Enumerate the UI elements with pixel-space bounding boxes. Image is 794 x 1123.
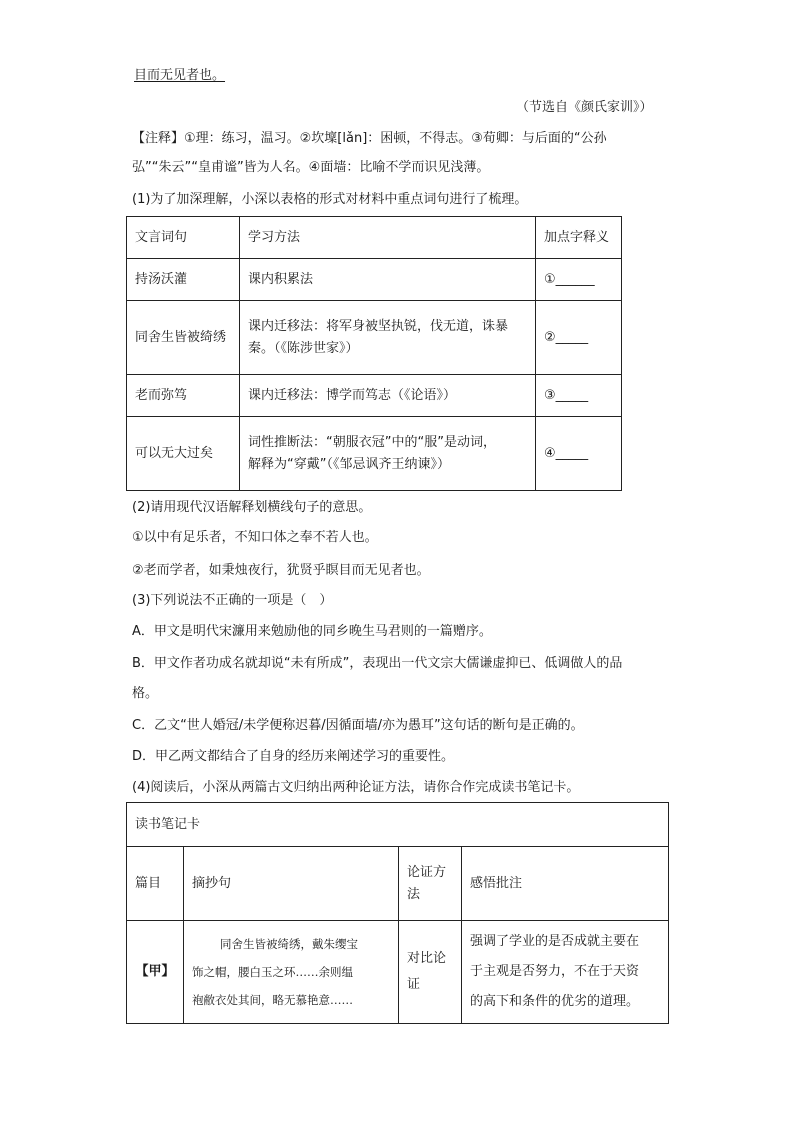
row-method (240, 259, 536, 301)
source-citation: （节选自《颜氏家训》） (516, 100, 653, 115)
row-note (462, 921, 669, 1024)
table-row (127, 375, 622, 417)
table-row (127, 417, 622, 491)
row-quote-line: 饰之帽，腰白玉之环……余则缊 (192, 965, 353, 979)
reading-notes-card (126, 802, 669, 1024)
row-method-line: 解释为“穿戴”（《邹忌讽齐王纳谏》） (248, 456, 450, 472)
row-quote-line: 同舍生皆被绮绣，戴朱缨宝 (220, 937, 358, 951)
row-quote (184, 921, 399, 1024)
card-title: 读书笔记卡 (127, 803, 669, 847)
vocab-table (126, 216, 622, 491)
question-2-sentence-a: ①以中有足乐者，不知口体之奉不若人也。 (132, 530, 378, 545)
row-note-line: 于主观是否努力，不在于天资 (470, 964, 640, 979)
header-meaning: 加点字释义 (536, 217, 622, 259)
question-2-sentence-b: ②老而学者，如秉烛夜行，犹贤乎瞑目而无见者也。 (132, 563, 430, 578)
card-header-row (127, 847, 669, 921)
header-method: 学习方法 (240, 217, 536, 259)
row-method-line: 秦。（《陈涉世家》） (248, 340, 359, 356)
row-phrase: 可以无大过矣 (127, 417, 240, 491)
row-phrase: 老而弥笃 (127, 375, 240, 417)
option-c: C．乙文“世人婚冠/未学便称迟暮/因循面墙/亦为愚耳”这句话的断句是正确的。 (132, 718, 584, 733)
header-phrase: 文言词句 (127, 217, 240, 259)
header-method (399, 847, 462, 921)
row-method (399, 921, 462, 1024)
row-method (240, 301, 536, 375)
row-phrase: 同舍生皆被绮绣 (127, 301, 240, 375)
row-method-line: 课内迁移法：博学而笃志（《论语》） (248, 387, 457, 403)
question-2: (2)请用现代汉语解释划横线句子的意思。 (132, 500, 372, 515)
notes-line-1: 【注释】①理：练习，温习。②坎壈[lǎn]：困顿，不得志。③荀卿：与后面的“公孙 (132, 131, 607, 146)
row-note-line: 的高下和条件的优劣的道理。 (470, 994, 640, 1009)
header-quote: 摘抄句 (184, 847, 399, 921)
option-a: A．甲文是明代宋濂用来勉励他的同乡晚生马君则的一篇赠序。 (132, 624, 492, 639)
option-b-line-2: 格。 (132, 686, 159, 701)
answer-blank[interactable]: ③_____ (536, 375, 622, 417)
top-underlined-line: 目而无见者也。 (134, 68, 226, 83)
row-phrase: 持汤沃灌 (127, 259, 240, 301)
row-method (240, 375, 536, 417)
vocab-table-header (127, 217, 622, 259)
option-d: D．甲乙两文都结合了自身的经历来阐述学习的重要性。 (132, 749, 455, 764)
table-row (127, 921, 669, 1024)
row-method-line: 证 (407, 977, 421, 992)
row-quote-line: 袍敝衣处其间，略无慕艳意…… (192, 993, 353, 1007)
header-method-line: 法 (407, 886, 421, 902)
row-method (240, 417, 536, 491)
question-1: (1)为了加深理解，小深以表格的形式对材料中重点词句进行了梳理。 (132, 192, 528, 207)
card-title-row (127, 803, 669, 847)
notes-line-2: 弘”“朱云”“皇甫谧”皆为人名。④面墙：比喻不学而识见浅薄。 (132, 160, 490, 175)
header-piece: 篇目 (127, 847, 184, 921)
answer-blank[interactable]: ②_____ (536, 301, 622, 375)
row-note-line: 强调了学业的是否成就主要在 (470, 934, 640, 949)
row-method-line: 课内积累法 (248, 271, 314, 287)
row-method-line: 课内迁移法：将军身被坚执锐，伐无道，诛暴 (248, 318, 509, 334)
row-method-line: 对比论 (407, 951, 447, 966)
table-row (127, 259, 622, 301)
row-method-line: 词性推断法：“朝服衣冠”中的“服”是动词， (248, 434, 496, 450)
table-row (127, 301, 622, 375)
header-method-line: 论证方 (407, 864, 447, 880)
answer-blank[interactable]: ④_____ (536, 417, 622, 491)
question-3: (3)下列说法不正确的一项是（ ） (132, 593, 333, 608)
row-piece: 【甲】 (127, 921, 184, 1024)
option-b-line-1: B．甲文作者功成名就却说“未有所成”，表现出一代文宗大儒谦虚抑已、低调做人的品 (132, 656, 623, 671)
answer-blank[interactable]: ①______ (536, 259, 622, 301)
question-4: (4)阅读后，小深从两篇古文归纳出两种论证方法，请你合作完成读书笔记卡。 (132, 780, 580, 795)
header-note: 感悟批注 (462, 847, 669, 921)
